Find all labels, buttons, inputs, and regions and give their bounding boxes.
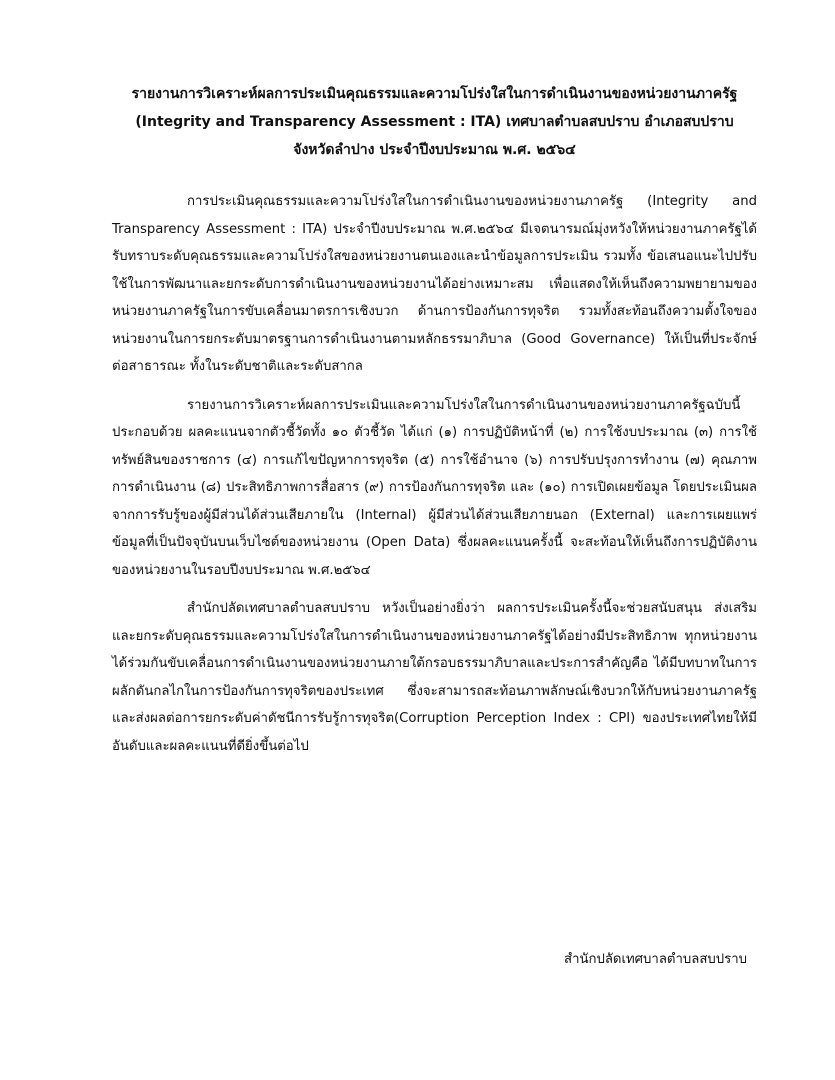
signature-office: สำนักปลัดเทศบาลตำบลสบปราบ [564, 952, 747, 967]
paragraph-expected-outcome: สำนักปลัดเทศบาลตำบลสบปราบ หวังเป็นอย่างยิ่งว่า ผลการประเมินครั้งนี้จะช่วยสนับสนุน ส่งเสริม และยกระดับคุณธรรมและความโปร่งใสในการดำเนินงานของหน่วยงานภาครัฐได้อย่างมีประสิทธิภาพ ทุกหน่วยงานได้ร่วมกันขับเคลื่อนการดำเนินงานของหน่วยงานภายใต้กรอบธรรมาภิบาลและประการสำคัญคือ ได้มีบทบาทในการผลักดันกลไกในการป้องกันการทุจริตของประเทศ ซึ่งจะสามารถสะท้อนภาพลักษณ์เชิงบวกให้กับหน่วยงานภาครัฐ และส่งผลต่อการยกระดับค่าดัชนีการรับรู้การทุจริต(Corruption Perception Index : CPI) ของประเทศไทยให้มีอันดับและผลคะแนนที่ดียิ่งขึ้นต่อไป [112, 601, 757, 754]
title-line-3: จังหวัดลำปาง ประจำปีงบประมาณ พ.ศ. ๒๕๖๔ [293, 142, 576, 158]
paragraph-report-indicators: รายงานการวิเคราะห์ผลการประเมินและความโปร่งใสในการดำเนินงานของหน่วยงานภาครัฐฉบับนี้ ประกอบด้วย ผลคะแนนจากตัวชี้วัดทั้ง ๑๐ ตัวชี้วัด ได้แก่ (๑) การปฏิบัติหน้าที่ (๒) การใช้งบประมาณ (๓) การใช้ทรัพย์สินของราชการ (๔) การแก้ไขปัญหาการทุจริต (๕) การใช้อำนาจ (๖) การปรับปรุงการทำงาน (๗) คุณภาพการดำเนินงาน (๘) ประสิทธิภาพการสื่อสาร (๙) การป้องกันการทุจริต และ (๑๐) การเปิดเผยข้อมูล โดยประเมินผลจากการรับรู้ของผู้มีส่วนได้ส่วนเสียภายใน (Internal) ผู้มีส่วนได้ส่วนเสียภายนอก (External) และการเผยแพร่ข้อมูลที่เป็นปัจจุบันบนเว็บไซต์ของหน่วยงาน (Open Data) ซึ่งผลคะแนนครั้งนี้ จะสะท้อนให้เห็นถึงการปฏิบัติงานของหน่วยงานในรอบปีงบประมาณ พ.ศ.๒๕๖๔ [112, 397, 757, 578]
paragraph-ita-purpose: การประเมินคุณธรรมและความโปร่งใสในการดำเนินงานของหน่วยงานภาครัฐ (Integrity and Transparency Assessment : ITA) ประจำปีงบประมาณ พ.ศ.๒๕๖๔ มีเจตนารมณ์มุ่งหวังให้หน่วยงานภาครัฐได้รับทราบระดับคุณธรรมและความโปร่งใสของหน่วยงานตนเองและนำข้อมูลการประเมิน รวมทั้ง ข้อเสนอแนะไปปรับใช้ในการพัฒนาและยกระดับการดำเนินงานของหน่วยงานได้อย่างเหมาะสม เพื่อแสดงให้เห็นถึงความพยายามของหน่วยงานภาครัฐในการขับเคลื่อนมาตรการเชิงบวก ด้านการป้องกันการทุจริต รวมทั้งสะท้อนถึงความตั้งใจของหน่วยงานในการยกระดับมาตรฐานการดำเนินงานตามหลักธรรมาภิบาล (Good Governance) ให้เป็นที่ประจักษ์ต่อสาธารณะ ทั้งในระดับชาติและระดับสากล [112, 194, 757, 374]
document-title [112, 80, 757, 164]
title-line-2: (Integrity and Transparency Assessment : ITA) เทศบาลตำบลสบปราบ อำเภอสบปราบ [135, 114, 734, 130]
title-line-1: รายงานการวิเคราะห์ผลการประเมินคุณธรรมและความโปร่งใสในการดำเนินงานของหน่วยงานภาครัฐ [131, 86, 738, 102]
